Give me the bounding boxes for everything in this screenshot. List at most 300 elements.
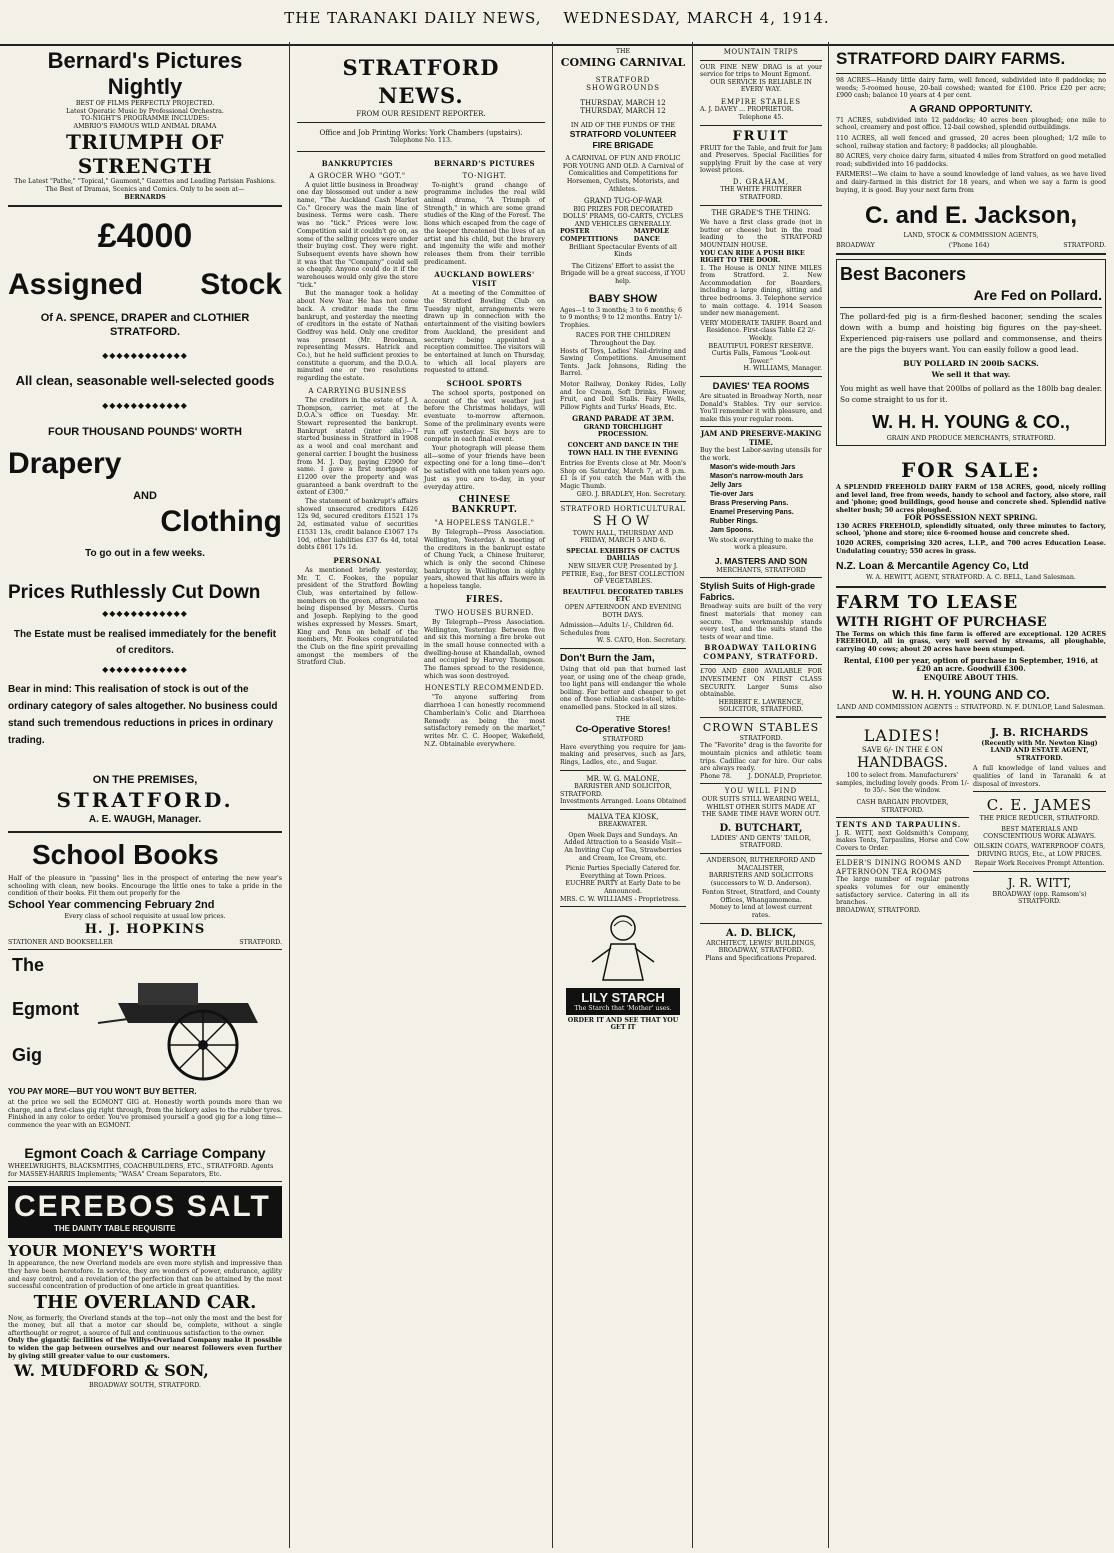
cerebos-salt-ad [8,1186,282,1238]
jackson-footer [836,242,1106,250]
broadway-tailoring: BROADWAY TAILORING COMPANY, STRATFORD. [703,643,819,661]
hort-show: SHOW [592,513,654,529]
carnival-poster-row [560,228,686,243]
overland-p2: Now, as formerly, the Overland stands at the top—not only the most and the best for the money, but all that a motor car should be, complete, without a single afterthought or regret, a source of full and continuous satisfaction to the owner. [8,1314,282,1337]
ad-headline: School Books [32,839,219,871]
divider [8,1181,282,1182]
dairy-opportunity: A GRAND OPPORTUNITY. [909,103,1033,115]
divider [836,73,1106,74]
issue-date: WEDNESDAY, MARCH 4, 1914. [563,9,830,27]
ad-line: Latest Operatic Music by Professional Orchestra. [66,107,224,115]
grades-body: We have a first class grade (not in butter or cheese) but in the road leading to the STRATFORD MOUNTAIN HOUSE. [700,219,822,249]
blick-sub: ARCHITECT, LEWIS' BUILDINGS, BROADWAY, STRATFORD. [706,939,816,955]
hort-cup: NEW SILVER CUP, Presented by J. PETRIE, Esq., for BEST COLLECTION OF VEGETABLES. [561,563,685,586]
jackson-sub: LAND, STOCK & COMMISSION AGENTS, [903,232,1039,240]
gig-body: at the price we sell the EGMONT GIG at. Honestly worth pounds more than we charge, and a first-class gig right through, from the hickory axles to the rubber tyres. Finished in any color to order. You've promised yourself a good gig for a long time—commence the year with an EGMONT. [8,1099,282,1129]
news-phone: Telephone No. 113. [389,137,453,144]
lily-order: ORDER IT AND SEE THAT YOU GET IT [567,1016,679,1032]
divider [700,853,822,854]
article-paragraph: "To anyone suffering from diarrhoea I can honestly recommend Chamberlain's Colic and Diarrhoea Remedy as being the most satisfactory remedy on the market," writes Mr. C. C. Hooper, Wakefield, N.Z. Obtainable everywhere. [424,694,545,748]
gig-the: The [12,955,45,976]
pollard-buy: BUY POLLARD IN 200lb SACKS. [903,359,1039,369]
gig-illustration-icon [98,953,278,1083]
carnival-effort: The Citizens' Effort to assist the Brigade will be a great success, if YOU help. [560,262,686,285]
jam-item: Jam Spoons. [710,526,754,534]
jam-item: Mason's narrow-mouth Jars [710,472,804,480]
invest-body: £700 AND £800 AVAILABLE FOR INVESTMENT ON FIRST CLASS SECURITY. Larger Sums also obtainable. [700,668,822,699]
jamtime-close: We stock everything to make the work a pleasure. [708,536,814,552]
overland-car: THE OVERLAND CAR. [33,1291,257,1313]
carnival-hosts: Hosts of Toys, Ladies' Nail-driving and Sawing Competitions. Amusement Tents. Jack Johnsons, Riding the Barrel. [560,347,686,378]
article-paragraph: To-night's grand change of programme includes the real wild animal drama, "A Triumph of Strength," in which are some grand studies of the King of the Forest. The lions which escaped from the cage of the keeper threatened the lives of an artist and his child, but the bravery and ingenuity the wife and mother releases them from their terrible predicament. [424,181,545,266]
ad-line: AMBRIO'S FAMOUS WILD ANIMAL DRAMA [73,122,217,130]
ad-seller: H. J. HOPKINS [84,921,206,937]
ad-subhead: Of A. SPENCE, DRAPER and CLOTHIER [40,312,250,325]
suits-title: Stylish Suits of High-grade Fabrics. [700,581,816,603]
column-1 [2,46,288,1546]
ad-line: The Latest "Pathe," "Topical," Gaumont," Gazettes and Leading Parisian Fashions. [14,178,276,186]
pollard-ad [836,259,1106,446]
ad-amount: £4000 [97,217,193,256]
trips-title: MOUNTAIN TRIPS [723,48,799,56]
forsale-1: A SPLENDID FREEHOLD DAIRY FARM of 158 ACRES, good, nicely rolling and level land, free from weeds, handy to school and factory, also store, rail and 'phone; good buildings, good house and concrete shed. Splendid native shelter bush; 50 acres ploughed. [836,483,1106,514]
crown-footer [700,773,822,781]
carnival-aid: IN AID OF THE FUNDS OF THE [570,121,676,129]
pollard-sell: We sell it that way. [931,370,1011,380]
column-2-news [291,46,551,1546]
ad-clothing: Clothing [160,505,282,539]
article-paragraph: The creditors in the estate of J. A. Thompson, carrier, met at the D.O.A.'s office on Tuesday. Mr. Stewart represented the bankrupt. Bankrupt stated (inter alia):—"I started business in Stratford in 1908 as a wool and coal merchant and general carrier. I bought the business from M. J. Day, paying £2900 for same. I gave a first mortgage of £1200 over the property and was guaranteed a bank overdraft to the extent of £300." [297,396,418,497]
article-paragraph: As mentioned briefly yesterday, Mr. T. C. Fookes, the popular president of the Stratford Bowling Club, was entertained by fellow-members on the green, afternoon tea being dispensed by Messrs. Curtis and Joseph. Replying to the good wishes expressed by Messrs. Smart, King and Penn on behalf of the members, Mr. Fookes congratulated the Club on the fine spirit prevailing amongst the members of the Stratford Club. [297,566,418,667]
divider [297,151,545,152]
jam-item: Brass Preserving Pans. [710,499,789,507]
crown-title: CROWN STABLES [702,720,820,734]
jamtime-intro: Buy the best Labor-saving utensils for the work. [700,447,822,462]
divider [297,122,545,123]
ad-town: STRATFORD. [109,326,181,339]
jackson-broadway: BROADWAY [836,241,875,249]
malone-town: STRATFORD. [560,790,603,798]
divider [973,871,1106,872]
bernards-pictures-ad [8,48,282,201]
divider [560,648,686,649]
graham-sub: THE WHITE FRUITERER STRATFORD. [720,186,802,202]
kiosk-place: BREAKWATER. [598,821,648,829]
malone-loans: Loans Obtained [635,798,686,806]
james-oilskin: OILSKIN COATS, WATERPROOF COATS, DRIVING RUGS, Etc., at LOW PRICES. [973,842,1106,858]
column-3 [554,46,692,1546]
malone-name: MR. W. G. MALONE, [586,774,660,783]
butchart-sub: LADIES' AND GENTS' TAILOR, STRATFORD. [710,834,812,850]
witt-name: J. R. WITT, [1007,875,1072,890]
school-books-ad [8,837,282,946]
ad-and: AND [133,490,157,503]
egmont-gig-ad [8,953,282,1133]
farm-young: W. H. H. YOUNG AND CO. [892,687,1050,703]
james-name: C. E. JAMES [986,796,1093,815]
ad-line: The Best of Dramas, Scenics and Comics. Only to be seen at— [45,185,245,193]
ad-prices: Prices Ruthlessly Cut Down [8,582,261,604]
kiosk-proprietress: MRS. C. W. WILLIAMS - Proprietress. [560,895,681,903]
hort-open: OPEN AFTERNOON AND EVENING BOTH DAYS. [564,604,682,619]
section-subheading: TWO HOUSES BURNED. [435,608,534,617]
egmont-company: Egmont Coach & Carriage Company [24,1145,266,1162]
malone-sub: BARRISTER AND SOLICITOR, [574,783,672,790]
divider [700,205,822,206]
carnival-torch: GRAND TORCHLIGHT PROCESSION. [583,423,663,439]
seller-town: STRATFORD. [239,938,282,946]
hort-secretary: W. S. CATO, Hon. Secretary. [596,637,686,645]
news-office: Office and Job Printing Works: York Chambers (upstairs). [319,128,523,137]
divider [700,717,822,718]
hort-tables: BEAUTIFUL DECORATED TABLES ETC [562,588,684,604]
pollard-subhead: Are Fed on Pollard. [973,287,1102,304]
elders-body: The large number of regular patrons speaks volumes for our eminently satisfactory service. Catering in all its branches. [836,876,969,907]
grades-manager: H. WILLIAMS, Manager. [743,365,822,373]
kiosk-name: MALVA TEA KIOSK, [587,812,659,821]
malone-services [560,798,686,806]
farm-purchase: WITH RIGHT OF PURCHASE [836,614,1047,630]
carnival-date: THURSDAY, MARCH 12 [580,107,666,116]
fruit-title: FRUIT [732,128,790,144]
carnival-brigade: STRATFORD VOLUNTEER FIRE BRIGADE [569,129,677,151]
article-paragraph: At a meeting of the Committee of the Stratford Bowling Club on Tuesday night, arrangements were drawn up in connection with the entertainment of the visiting bowlers from Auckland, the president and secretary being appointed a reception committee. The visitors will be entertained at lunch on Thursday, to which all local players are requested to attend. [424,290,545,375]
coop-body: Have everything you require for jam-making and preserves, such as Jars, Rings, Ladles, etc., and Sugar. [560,743,686,766]
forsale-title: FOR SALE: [901,457,1041,482]
masters-name: J. MASTERS AND SON [714,555,808,566]
ad-bear: Bear in mind: This realisation of stock is out of the ordinary category of sales altogether. No business could stand such tremendous reductions in prices in ordinary trading. [8,684,278,747]
divider [836,716,1106,718]
jam-item: Enamel Preserving Pans. [710,508,794,516]
divider [560,809,686,810]
ad-drapery: Drapery [8,447,122,481]
carnival-title: COMING CARNIVAL [560,55,686,69]
fruit-body: FRUIT for the Table, and fruit for Jam and Preserves. Special Facilities for supplying Fruit by the case at very lowest prices. [700,144,822,175]
hort-townhall: TOWN HALL, THURSDAY AND FRIDAY, MARCH 5 AND 6. [572,529,674,545]
carnival-fun: A CARNIVAL OF FUN AND FROLIC FOR YOUNG AND OLD. A Carnival of Comicalities and Competitions for Horsemen, Cyclists, Motorists, and Athletes. [562,155,684,193]
witt-address: BROADWAY (opp. Ramsom's) STRATFORD. [992,890,1087,906]
column-rule [289,42,290,1548]
coop-town: STRATFORD [602,736,644,744]
column-rule [828,42,829,1548]
richards-sub: (Recently with Mr. Newton King) LAND AND ESTATE AGENT, STRATFORD. [981,739,1098,762]
divider [836,817,969,818]
section-heading: BANKRUPTCIES [321,158,394,168]
grades-reserve: BEAUTIFUL FOREST RESERVE. Curtis Falls, Famous "Look-out Tower." [708,342,814,365]
carnival-poster: POSTER COMPETITIONS [560,228,619,244]
elders-title: ELDER'S DINING ROOMS AND AFTERNOON TEA ROOMS [836,859,962,876]
butchart-name: D. BUTCHART, [719,822,803,834]
tents-body: J. R. WITT, next Goldsmith's Company, makes Tents, Tarpaulins, Horse and Cow Covers to Order. [836,829,969,852]
column-4 [694,46,828,1546]
lily-tagline: The Starch that 'Mother' uses. [574,1005,672,1013]
ad-headline [8,265,282,305]
ad-line: TO-NIGHT'S PROGRAMME INCLUDES: [80,115,210,123]
section-heading: FIRES. [465,594,504,605]
carnival-maypole: MAYPOLE DANCE [633,228,670,244]
forsale-130: 130 ACRES FREEHOLD, splendidly situated, only three minutes to factory, school, 'phone and store; nice 6-roomed house and concrete shed. [836,522,1106,538]
divider [700,125,822,126]
section-heading: CHINESE BANKRUPT. [451,495,518,516]
divider [700,664,822,665]
ad-headline: Bernard's Pictures Nightly [47,48,243,99]
tents-title: TENTS AND TARPAULINS. [836,820,962,830]
column-5 [830,46,1112,1546]
carnival-tugwar: GRAND TUG-OF-WAR [584,197,662,206]
pollard-headline: Best Baconers [840,264,967,285]
pollard-young: W. H. H. YOUNG & CO., [872,412,1070,433]
empire-stables: EMPIRE STABLES [720,97,802,106]
empire-davey: A. J. DAVEY ... PROPRIETOR. [700,106,794,114]
section-subheading: "A HOPELESS TANGLE." [434,519,535,528]
nz-loan: N.Z. Loan & Mercantile Agency Co, Ltd [836,560,1029,573]
crown-proprietor: J. DONALD, Proprietor. [748,772,822,780]
article-paragraph: The statement of bankrupt's affairs showed unsecured creditors £426 12s 9d, secured creditors £1521 17s 2d, estimated value of securities £1531 13s, credit balance £1067 17s 10d, other liabilities £37 6s 4d, total debts £861 17s 1d. [297,498,418,552]
column-rule [552,42,553,1548]
blick-name: A. D. BLICK, [725,927,797,939]
james-repair: Repair Work Receives Prompt Attention. [974,860,1105,868]
section-subheading: TO-NIGHT. [462,171,507,180]
anderson-offices: Fenton Street, Stratford, and County Offices, Whangamomona. [702,889,820,904]
jam-item: Jelly Jars [710,481,742,489]
divider [560,501,686,502]
graham-name: D. GRAHAM, [732,177,790,186]
dairy-80: 80 ACRES, very choice dairy farm, situated 4 miles from Stratford on good metalled road; subdivided into 16 paddocks. [836,153,1106,168]
ad-signature: BERNARDS [124,193,166,201]
news-column-left [297,155,418,750]
hort-admission: Admission—Adults 1/-, Children 6d. Schedules from [560,622,674,637]
anderson-sub: BARRISTERS AND SOLICITORS (successors to W. D. Anderson). [708,872,814,887]
blick-plans: Plans and Specifications Prepared. [705,954,817,962]
farm-body: The Terms on which this fine farm is offered are exceptional. 120 ACRES FREEHOLD, all in grass, very well served by streams, all ploughable, carrying 40 cows; about 20 acres have been stumped. [836,630,1106,653]
divider [836,855,969,856]
carnival-secretary: GEO. J. BRADLEY, Hon. Secretary. [576,490,686,498]
cerebos-brand: CEREBOS SALT [14,1190,271,1224]
suits-body: Broadway suits are built of the very finest materials that money can secure. The workmanship stands every test, and the suits stand the tests of wear and time. [700,603,822,641]
divider [8,949,282,950]
article-paragraph: A quiet little business in Broadway one day blossomed out under a new name, "The Auckland Cash Market Co." Grocery was the main line of business. Terms were cash. There was no "tick." Prices were low. Competition said it couldn't go on, as some of the selling prices were under their buying cost. They were right. Subsequent events have shown how it was that the "Company" could sell so cheaply. Anyone could do it if the warehouses would only give the store "tick." [297,181,418,289]
news-from: FROM OUR RESIDENT REPORTER. [356,110,486,118]
ladies-title: LADIES! [863,725,942,745]
paper-name: THE TARANAKI DAILY NEWS, [284,9,542,27]
news-title: STRATFORD NEWS. [342,55,500,108]
farm-lease: FARM TO LEASE [836,591,1019,613]
ladies-provider: CASH BARGAIN PROVIDER, STRATFORD. [856,798,949,814]
masters-sub: MERCHANTS, STRATFORD [716,566,806,574]
ornament: ◆◆◆◆◆◆◆◆◆◆◆◆ [102,351,188,361]
james-sub: THE PRICE REDUCER, STRATFORD. [979,815,1100,823]
section-heading: AUCKLAND BOWLERS' VISIT [434,270,535,289]
anderson-name: ANDERSON, RUTHERFORD AND MACALISTER, [706,856,816,872]
jamtime-items [700,463,822,535]
farm-rental: Rental, £100 per year, option of purchase in September, 1916, at £20 an acre. Goodwill £300. [843,655,1099,674]
ornament: ◆◆◆◆◆◆◆◆◆◆◆◆ [102,401,188,411]
divider [700,923,822,924]
grades-title: THE GRADE'S THE THING. [711,208,811,217]
headline-text: Assigned Stock [8,268,282,302]
cerebos-sub: THE DAINTY TABLE REQUISITE [54,1224,176,1234]
pollard-body: The pollard-fed pig is a firm-fleshed baconer, sending the scales down with a bump and hoisting big figures on the pay-sheet. Experienced pig-raisers use pollard and commonsense, and theirs are the pigs the buyers want. You can easily follow a good lead. [840,312,1102,355]
farm-young-sub: LAND AND COMMISSION AGENTS :: STRATFORD. N. F. DUNLOP, Land Salesman. [836,704,1106,712]
feature-title: TRIUMPH OF STRENGTH [66,130,224,179]
jackson-town: STRATFORD. [1063,241,1106,249]
coop-name: Co-Operative Stores! [575,724,671,736]
article-paragraph: But the manager took a holiday about New Year. He has not come back. A creditor made the firm bankrupt, and yesterday the meeting of creditors in the estate of Nathan Godfrey was held. Only one creditor was present (Mr. Brookman, representing Messrs. Hatrick and Co.), but he held sufficient proxies to constitute a quorum, and the D.O.A. minuted one or two resolutions regarding the estate. [297,290,418,383]
davies-title: DAVIES' TEA ROOMS [712,381,810,392]
crown-body: The "Favorite" drag is the favorite for mountain picnics and athletic team trips. Cadillac car for hire. Our cabs are always ready. [700,742,822,773]
ad-premises: ON THE PREMISES, [92,774,198,787]
coop-the: THE [615,715,631,723]
hort-dahlias: SPECIAL EXHIBITS OF CACTUS DAHLIAS [566,547,680,563]
willfind-body: OUR SUITS STILL WEARING WELL, WHILST OTHER SUITS MADE AT THE SAME TIME HAVE WORN OUT. [701,795,821,819]
carnival-concert: CONCERT AND DANCE IN THE TOWN HALL IN THE EVENING [567,442,679,457]
ad-sub: Every class of school requisite at usual low prices. [64,912,226,920]
divider [840,307,1102,308]
section-subheading: A GROCER WHO "GOT." [309,171,406,180]
overland-p3: Only the gigantic facilities of the Willys-Overland Company make it possible to widen the gap between ourselves and our nearest followers even further by giving still greater value to our customers. [8,1337,282,1360]
news-column-right [424,155,545,750]
carnival-parade: GRAND PARADE AT 3P.M. [572,414,674,424]
carnival-pre: THE [615,48,631,55]
overland-p1: In appearance, the new Overland models are even more stylish and impressive than they have been heretofore. In service, they are wonders of power, endurance, agility and easy control, and a revelation of the perfection that can be attained by the most successful concentration of production of one article in great quantities. [8,1260,282,1291]
jam-item: Rubber Rings. [710,517,758,525]
carnival-date: THURSDAY, MARCH 12 [580,98,666,107]
forsale-1020: 1020 ACRES, comprising 320 acres, L.I.P., and 700 acres Education Lease. Undulating country; 550 acres in grass. [836,539,1106,555]
lily-brand: LILY STARCH [581,990,665,1006]
divider [700,376,822,377]
section-subheading: HONESTLY RECOMMENDED. [424,684,545,693]
malone-investments: Investments Arranged. [560,798,634,806]
article-paragraph: Your photograph will please them all—some of your friends have been expecting one for a long time—don't be satisfied with one taken years ago. Just as you are to-day, in your everyday attire. [424,444,545,491]
grades-points: 1. The House is ONLY NINE MILES from Stratford. 2. New Accommodation for Boarders, including a large dining, sitting and three bedrooms. 3. Telephone service to main cottage. 4. 1914 Season under new management. [700,264,822,318]
davies-body: Are situated in Broadway North, near Donald's Stables. Try our service. You'll remember it with pleasure, and make this your regular room. [700,393,822,423]
baby-ages: Ages—1 to 3 months; 3 to 6 months; 6 to 9 months; 9 to 12 months. Entry 1/- Trophies. [560,306,683,329]
hort-title: STRATFORD HORTICULTURAL [560,505,686,514]
jam-body: Using that old pan that burned last year, or using one of the cheap grade, too light pans will endanger the whole boiling. Far better and cheaper to get one of those reliable cast-steel, white-enamelled pans. Stocked in all sizes. [560,665,686,711]
section-heading: BERNARD'S PICTURES [433,158,536,168]
dairy-110: 110 ACRES, all well fenced and grassed, 20 acres been ploughed; 1/2 mile to school, railway station and factory; 8 paddocks; all ploughable. [836,134,1106,150]
james-best: BEST MATERIALS AND CONSCIENTIOUS WORK ALWAYS. [983,825,1096,841]
anderson-money: Money to lend at lowest current rates. [709,904,813,920]
overland-car-ad [8,1242,282,1390]
jam-item: Mason's wide-mouth Jars [710,463,796,471]
col5-left [836,722,969,915]
dairy-98: 98 ACRES—Handy little dairy farm, well fenced, subdivided into 8 paddocks; no weeds; 5-roomed house, 20-bail cowshed; wanted for £100. Price £20 per acre; £900 cash; balance 10 years at 4 per cent. [836,77,1106,100]
divider [836,586,1106,588]
section-subheading: A CARRYING BUSINESS [308,386,407,395]
carnival-races: RACES FOR THE CHILDREN Throughout the Day. [575,332,671,347]
pollard-might: You might as well have that 200lbs of pollard as the 180lb bag dealer. So come straight to us for it. [840,384,1102,405]
divider [700,577,822,578]
elders-address: BROADWAY, STRATFORD. [836,906,921,914]
egmont-trades: WHEELWRIGHTS, BLACKSMITHS, COACHBUILDERS, ETC., STRATFORD. Agents for MASSEY-HARRIS Implements; "WASA" Cream Separators, Etc. [8,1163,274,1178]
ladies-save: SAVE 6/- IN THE £ ON [861,745,944,754]
ornament: ◆◆◆◆◆◆◆◆◆◆◆◆ [102,665,188,675]
ad-stratford: STRATFORD. [56,788,234,813]
forsale-possession: FOR POSSESSION NEXT SPRING. [904,513,1038,523]
jackson-name: C. and E. Jackson, [864,202,1078,230]
empire-phone: Telephone 45. [738,113,784,121]
carnival-entries: Entries for Events close at Mr. Moon's Shop on Saturday, March 7, at 8 p.m. £1 is if you catch the Man with the Magic Thumb. [560,460,686,490]
baby-show: BABY SHOW [588,292,658,305]
divider [560,906,686,907]
lily-starch-ad [560,910,686,1032]
ad-term: School Year commencing February 2nd [8,898,215,911]
divider [8,831,282,833]
divider [700,426,822,427]
ladies-handbags: HANDBAGS. [857,755,948,772]
ladies-body: 100 to select from. Manufacturers' samples, including lovely goods. From 1/- to 35/-. See the window. [836,772,969,795]
overland-headline: YOUR MONEY'S WORTH [8,1242,217,1261]
column-rule [692,42,693,1548]
ad-weeks: To go out in a few weeks. [85,548,205,560]
overland-address: BROADWAY SOUTH, STRATFORD. [89,1382,201,1390]
carnival-showgrounds: STRATFORD SHOWGROUNDS [586,75,660,93]
kiosk-euchre: EUCHRE PARTY at Early Date to be Announced. [565,880,681,896]
carnival-events: Brilliant Spectacular Events of all Kinds [569,243,677,259]
article-paragraph: By Telegraph—Press Association. Wellington, Yesterday. A meeting of the creditors in the bankrupt estate of Chung Yuck, a Chinese fruiterer, which is only the second Chinese bankruptcy in Wellington in eighty years, showed that his affairs were in a hopeless tangle. [424,529,545,591]
ad-body: Half of the pleasure in "passing" lies in the prospect of entering the new year's schooling with clean, new books. Encourage the little ones to take a pride in the condition of their books. Fit them out properly for the [8,875,282,898]
kiosk-picnic: Picnic Parties Specially Catered for. Everything at Town Prices. [565,865,681,880]
section-heading: PERSONAL [333,555,382,565]
jam-item: Tie-over Jars [710,490,754,498]
willfind-title: YOU WILL FIND [724,787,798,796]
crown-town: STRATFORD. [739,734,783,742]
article-paragraph: The school sports, postponed on account of the wet weather just before the Christmas holidays, will eventuate to-morrow afternoon. Some of the preliminary events were run off yesterday. Six boys are to compete in each final event. [424,390,545,444]
divider [973,791,1106,792]
kiosk-body: Open Week Days and Sundays. An Added Attraction to a Seaside Visit—An Inviting Cup of Tea, Strawberries and Cream, Ice Cream, etc. [564,831,682,862]
divider [836,253,1106,255]
divider [700,783,822,784]
overland-dealer: W. MUDFORD & SON, [14,1361,209,1381]
pollard-young-sub: GRAIN AND PRODUCE MERCHANTS, STRATFORD. [886,435,1056,443]
invest-lawrence: HERBERT E. LAWRENCE, SOLICITOR, STRATFORD. [718,698,804,714]
ad-line: BEST OF FILMS PERFECTLY PROJECTED. [75,100,215,107]
gig-pay: YOU PAY MORE—BUT YOU WON'T BUY BETTER. [8,1087,197,1097]
ad-tagline: All clean, seasonable well-selected goods [15,373,275,389]
richards-body: A full knowledge of land values and qualities of land in Taranaki & at disposal of investors. [973,765,1106,788]
farm-enquire: ENQUIRE ABOUT THIS. [923,672,1019,682]
gig-egmont: Egmont [12,999,79,1020]
masthead [0,0,1114,46]
jamtime-title: JAM AND PRESERVE-MAKING TIME. [700,429,822,447]
richards-name: J. B. RICHARDS [990,725,1089,739]
seller-trade: STATIONER AND BOOKSELLER [8,938,113,946]
trips-reliable: OUR SERVICE IS RELIABLE IN EVERY WAY. [710,78,812,94]
grades-ride: YOU CAN RIDE A PUSH BIKE RIGHT TO THE DOOR. [700,249,805,265]
jackson-phone: ('Phone 164) [948,241,990,249]
article-paragraph: By Telegraph—Press Association. Wellington, Yesterday. Between five and six this morning a fire broke out in the small house connected with a dwelling-house at Khandallah, owned and occupied by Harvey Thompson. The flames spread to the residence, which was soon destroyed. [424,618,545,680]
ad-seller-line [8,939,282,947]
dairy-farmers: FARMERS!—We claim to have a sound knowledge of land values, as we have lived and dairy-farmed in this district for 18 years, and when we say a farm is good buying, it is good. Buy your next farm from [836,171,1106,194]
ad-worth: FOUR THOUSAND POUNDS' WORTH [48,426,242,439]
col5-right [973,722,1106,915]
divider [8,205,282,207]
divider [700,60,822,61]
jam-headline: Don't Burn the Jam, [560,652,655,664]
ad-manager: A. E. WAUGH, Manager. [88,814,202,826]
grades-tariff: VERY MODERATE TARIFF. Board and Residence. First-class Table £2 2/- Weekly. [700,319,822,343]
spence-stock-ad [8,215,282,827]
divider [560,770,686,771]
section-heading: SCHOOL SPORTS [446,379,523,389]
ornament: ◆◆◆◆◆◆◆◆◆◆◆◆ [102,609,188,619]
carnival-prizes: BIG PRIZES FOR DECORATED DOLLS' PRAMS, GO-CARTS, CYCLES AND VEHICLES GENERALLY. [562,205,684,228]
dairy-title: STRATFORD DAIRY FARMS. [836,49,1066,68]
carnival-motor: Motor Railway, Donkey Rides, Lolly and Ice Cream, Soft Drinks, Flower, Fruit, and Doll Stalls. Fairy Wells, Pillow Fights and Turks' Heads, Etc. [560,380,686,411]
nz-loan-sub: W. A. HEWITT, AGENT, STRATFORD. A. C. BELL, Land Salesman. [866,574,1076,582]
ad-estate: The Estate must be realised immediately for the benefit of creditors. [13,629,277,657]
